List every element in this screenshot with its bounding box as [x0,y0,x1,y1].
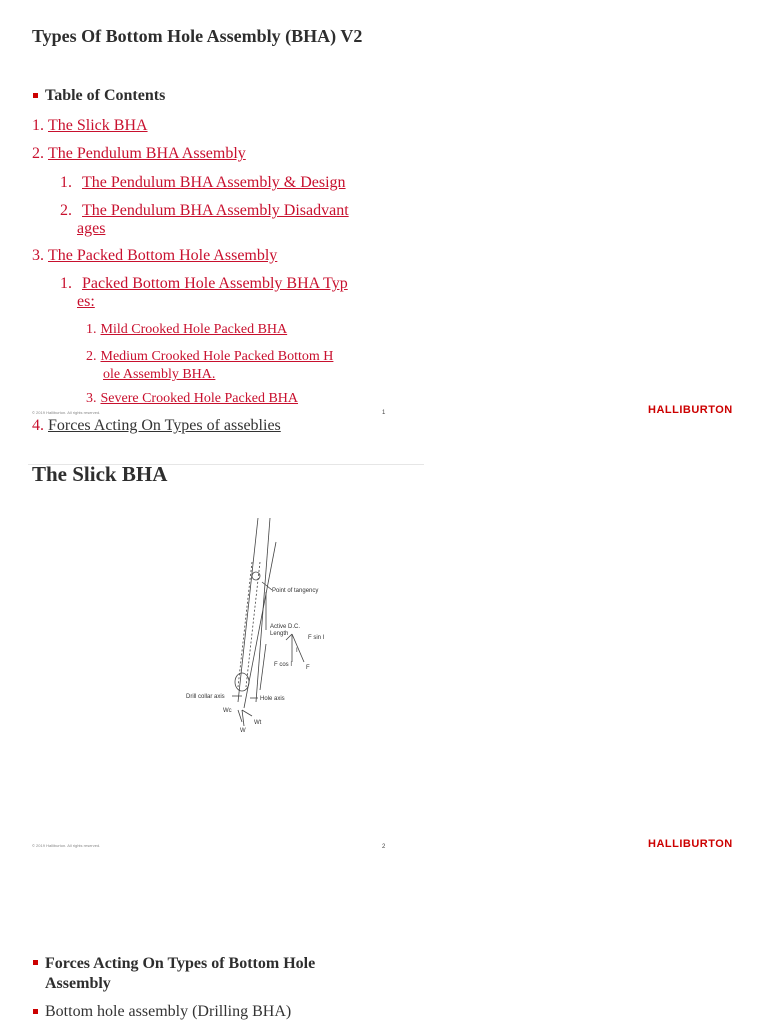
document-title: Types Of Bottom Hole Assembly (BHA) V2 [32,26,363,46]
toc-item-number: 1. [60,174,72,191]
toc-link-continued[interactable]: es: [77,293,95,310]
toc-item-number: 1. [60,275,72,292]
toc-link[interactable]: Severe Crooked Hole Packed BHA [100,391,299,406]
toc-item-forces[interactable] [32,417,281,435]
toc-item-number: 1. [32,117,44,134]
toc-link[interactable]: The Packed Bottom Hole Assembly [48,247,278,264]
toc-item-number: 3. [32,247,44,264]
slide1-copyright: © 2019 Halliburton. All rights reserved. [32,410,101,415]
bullet-icon [33,960,38,965]
toc-link[interactable]: Forces Acting On Types of asseblies [48,417,281,434]
toc-item-number: 2. [32,145,44,162]
toc-link-continued[interactable]: ole Assembly BHA. [103,367,216,382]
toc-heading: Table of Contents [45,87,166,104]
toc-link[interactable]: Mild Crooked Hole Packed BHA [100,322,288,337]
toc-item-number: 4. [32,417,44,434]
label-length: Length [270,631,289,637]
toc-item-slick-bha[interactable] [32,117,148,135]
toc-link[interactable]: The Pendulum BHA Assembly & Design [82,174,346,191]
toc-link[interactable]: The Slick BHA [48,117,148,134]
label-f-cos-i: F cos I [274,662,293,668]
halliburton-logo: HALLIBURTON [648,404,733,416]
toc-item-severe[interactable] [86,389,298,407]
label-f-sin-i: F sin I [308,635,325,641]
slide-title: The Slick BHA [32,462,168,486]
toc-item-packed-types[interactable] [60,275,348,311]
toc-item-pendulum[interactable] [32,145,246,163]
label-point-of-tangency: Point of tangency [272,588,319,594]
toc-bullet-icon [33,93,38,98]
label-wt: Wt [254,720,262,726]
label-wc: Wc [223,708,232,714]
label-i: I [296,648,298,654]
toc-item-pendulum-design[interactable] [60,174,346,192]
toc-link[interactable]: Packed Bottom Hole Assembly BHA Typ [82,275,348,292]
slide3-heading-line1: Forces Acting On Types of Bottom Hole [45,955,316,972]
toc-item-mild[interactable] [86,320,287,338]
slide3-heading [45,954,365,994]
toc-item-medium[interactable] [86,347,333,383]
toc-item-number: 2. [60,202,72,219]
slide2-page-number: 2 [382,844,386,850]
label-active-dc: Active D.C. [270,624,301,630]
label-w: W [240,728,246,734]
slide2-copyright: © 2019 Halliburton. All rights reserved. [32,843,101,848]
slide1-page-number: 1 [382,410,386,416]
toc-item-number: 1. [86,322,97,337]
label-drill-collar-axis: Drill collar axis [186,694,225,700]
slide3-heading-line2: Assembly [45,975,111,992]
toc-link[interactable]: The Pendulum BHA Assembly Disadvant [82,202,349,219]
bullet-icon [33,1009,38,1014]
toc-item-packed[interactable] [32,247,277,265]
toc-item-number: 3. [86,391,97,406]
toc-item-number: 2. [86,349,97,364]
toc-link[interactable]: The Pendulum BHA Assembly [48,145,246,162]
toc-link[interactable]: Medium Crooked Hole Packed Bottom H [100,349,334,364]
label-f: F [306,665,310,671]
toc-link-continued[interactable]: ages [77,220,106,237]
label-hole-axis: Hole axis [260,696,285,702]
halliburton-logo: HALLIBURTON [648,838,733,850]
slick-bha-diagram [180,512,360,742]
toc-item-pendulum-disadvantages[interactable] [60,202,349,238]
slide3-bullet-item: Bottom hole assembly (Drilling BHA) [45,1003,292,1020]
